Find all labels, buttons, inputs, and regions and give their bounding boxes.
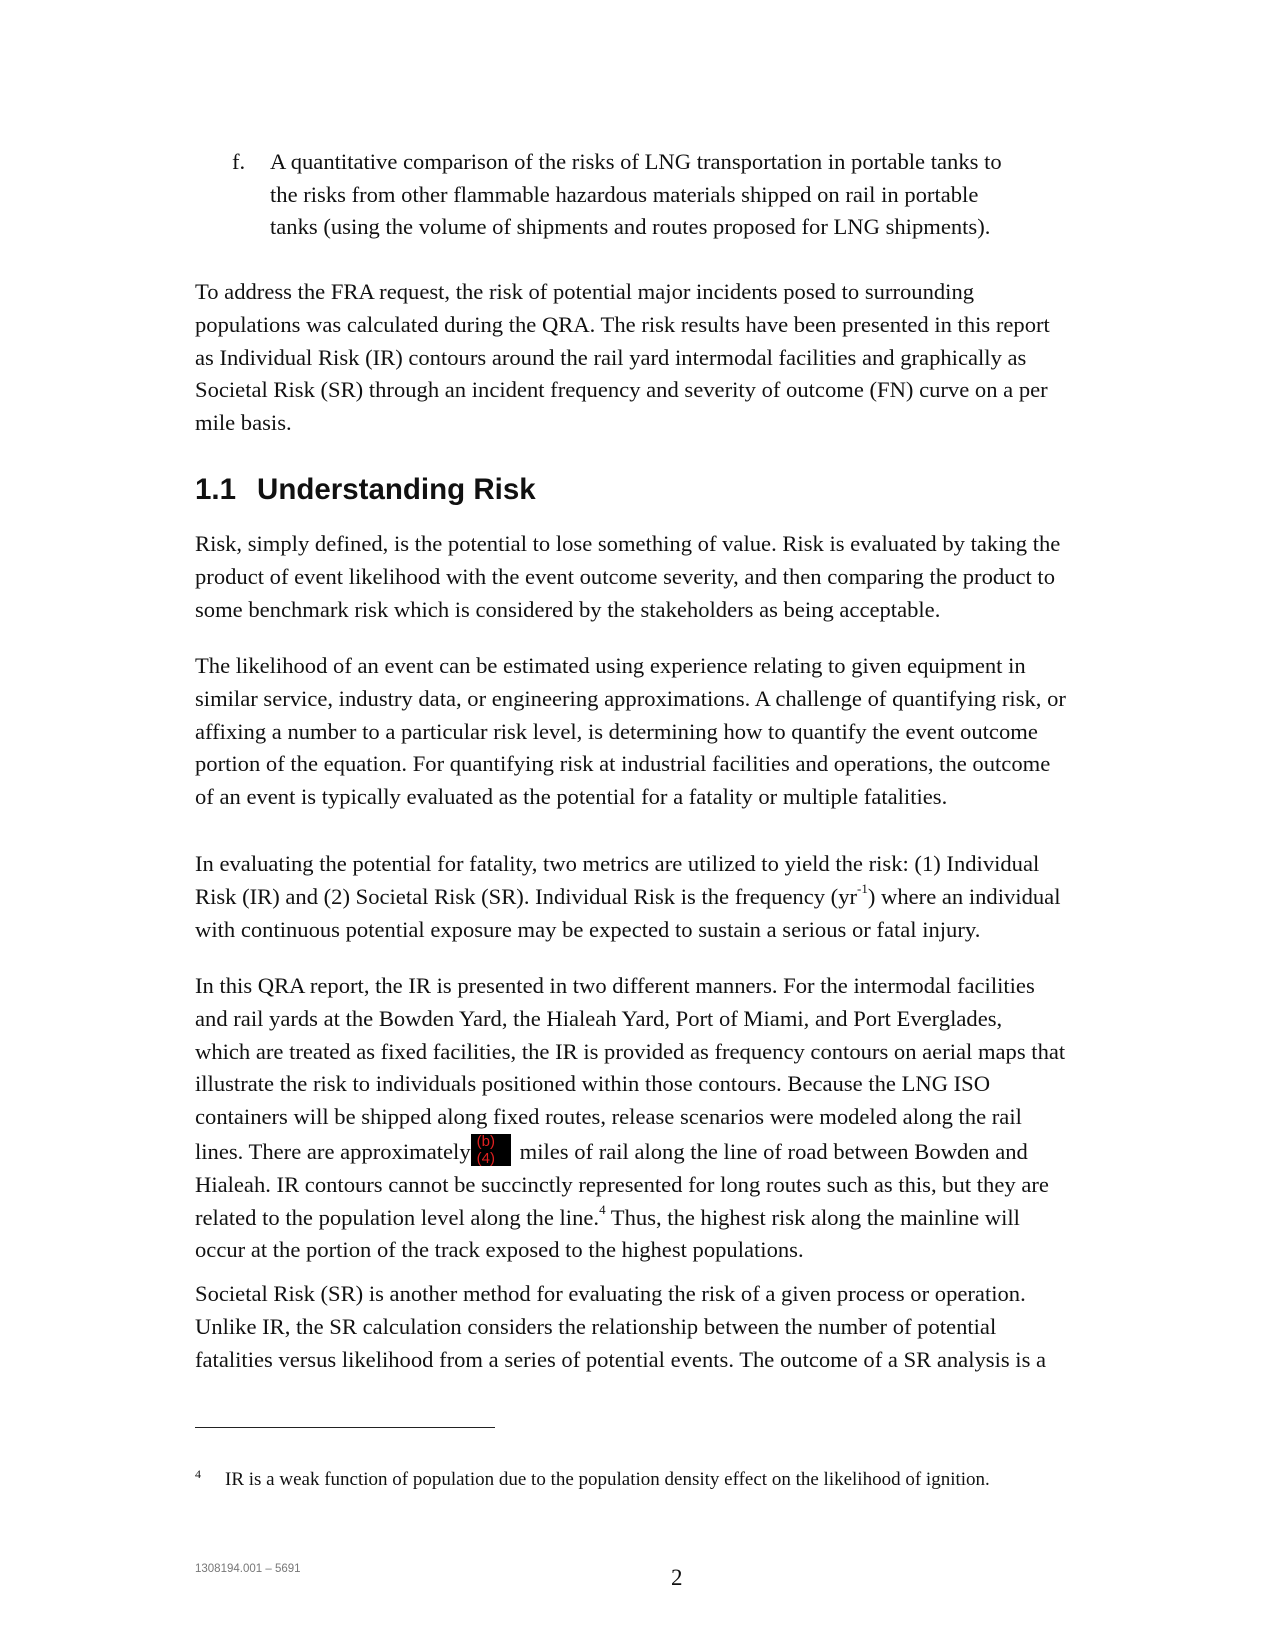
text-line: In this QRA report, the IR is presented in two different manners. For the intermodal facilities bbox=[195, 973, 1035, 998]
paragraph-fatality-metrics bbox=[195, 848, 1165, 946]
text-line bbox=[195, 1202, 1165, 1235]
text-segment: lines. There are approximately bbox=[195, 1138, 471, 1164]
text-line: as Individual Risk (IR) contours around the rail yard intermodal facilities and graphically as bbox=[195, 344, 1027, 370]
section-number: 1.1 bbox=[195, 473, 237, 506]
paragraph-risk-definition bbox=[195, 528, 1165, 626]
text-line: and rail yards at the Bowden Yard, the Hialeah Yard, Port of Miami, and Port Everglades, bbox=[195, 1005, 1003, 1031]
superscript: -1 bbox=[857, 881, 868, 897]
text-line: Societal Risk (SR) is another method for evaluating the risk of a given process or operation. bbox=[195, 1281, 1026, 1306]
footnote-reference[interactable]: 4 bbox=[599, 1202, 606, 1218]
text-line bbox=[195, 881, 1165, 914]
text-line: Societal Risk (SR) through an incident frequency and severity of outcome (FN) curve on a per bbox=[195, 377, 1048, 403]
text-line: some benchmark risk which is considered by the stakeholders as being acceptable. bbox=[195, 596, 941, 622]
paragraph-qra-report bbox=[195, 970, 1165, 1267]
text-segment: ) where an individual bbox=[867, 883, 1061, 909]
footnote-divider bbox=[195, 1427, 495, 1428]
paragraph-likelihood bbox=[195, 650, 1165, 814]
footnote-mark: 4 bbox=[195, 1467, 201, 1481]
text-line: similar service, industry data, or engineering approximations. A challenge of quantifying risk, or bbox=[195, 685, 1066, 711]
text-line: which are treated as fixed facilities, the IR is provided as frequency contours on aerial maps that bbox=[195, 1038, 1066, 1064]
text-line: with continuous potential exposure may be expected to sustain a serious or fatal injury. bbox=[195, 916, 981, 942]
redaction-box bbox=[471, 1134, 511, 1166]
document-id: 1308194.001 – 5691 bbox=[195, 1563, 301, 1575]
text-segment: miles of rail along the line of road between Bowden and bbox=[519, 1138, 1028, 1164]
text-line: affixing a number to a particular risk level, is determining how to quantify the event outcome bbox=[195, 718, 1038, 744]
text-line: To address the FRA request, the risk of potential major incidents posed to surrounding bbox=[195, 279, 975, 304]
text-line: occur at the portion of the track exposed to the highest populations. bbox=[195, 1237, 804, 1263]
text-line: Risk, simply defined, is the potential to lose something of value. Risk is evaluated by taking the bbox=[195, 531, 1061, 556]
text-line: Hialeah. IR contours cannot be succinctly represented for long routes such as this, but they are bbox=[195, 1171, 1049, 1197]
text-segment: Risk (IR) and (2) Societal Risk (SR). Individual Risk is the frequency (yr bbox=[195, 883, 858, 909]
text-line: fatalities versus likelihood from a series of potential events. The outcome of a SR analysis is a bbox=[195, 1346, 1047, 1372]
text-segment: related to the population level along the line. bbox=[195, 1204, 600, 1230]
list-item-body bbox=[270, 146, 1090, 244]
text-line: the risks from other flammable hazardous materials shipped on rail in portable bbox=[270, 181, 979, 207]
section-heading bbox=[195, 472, 536, 508]
footnote-text: IR is a weak function of population due to the population density effect on the likelihood of ignition. bbox=[225, 1469, 990, 1490]
text-segment: Thus, the highest risk along the mainline will bbox=[605, 1204, 1020, 1230]
redaction-label: (b) (4) bbox=[476, 1133, 495, 1166]
section-title: Understanding Risk bbox=[257, 473, 536, 506]
text-line bbox=[195, 1134, 1165, 1169]
text-line: In evaluating the potential for fatality, two metrics are utilized to yield the risk: (1) Individual bbox=[195, 851, 1040, 876]
list-marker: f. bbox=[232, 149, 246, 174]
text-line: product of event likelihood with the event outcome severity, and then comparing the product to bbox=[195, 563, 1055, 589]
page-number: 2 bbox=[671, 1565, 683, 1590]
text-line: The likelihood of an event can be estimated using experience relating to given equipment in bbox=[195, 653, 1026, 678]
text-line: populations was calculated during the QRA. The risk results have been presented in this report bbox=[195, 311, 1050, 337]
text-line: mile basis. bbox=[195, 410, 292, 436]
paragraph-fra-request bbox=[195, 276, 1165, 440]
text-line: A quantitative comparison of the risks of LNG transportation in portable tanks to bbox=[270, 149, 1002, 174]
text-line: tanks (using the volume of shipments and routes proposed for LNG shipments). bbox=[270, 214, 991, 240]
text-line: illustrate the risk to individuals positioned within those contours. Because the LNG ISO bbox=[195, 1071, 991, 1097]
text-line: Unlike IR, the SR calculation considers the relationship between the number of potential bbox=[195, 1313, 997, 1339]
text-line: portion of the equation. For quantifying risk at industrial facilities and operations, the outcome bbox=[195, 751, 1051, 777]
text-line: containers will be shipped along fixed routes, release scenarios were modeled along the rail bbox=[195, 1104, 1022, 1130]
paragraph-societal-risk bbox=[195, 1278, 1165, 1376]
text-line: of an event is typically evaluated as the potential for a fatality or multiple fatalities. bbox=[195, 784, 948, 810]
